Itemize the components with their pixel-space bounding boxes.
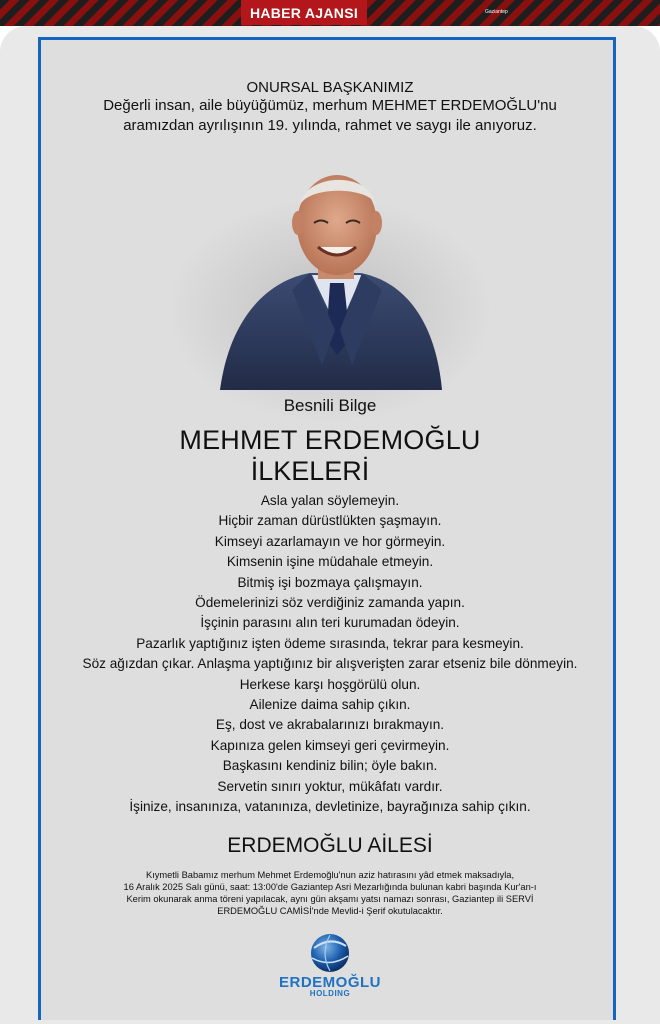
portrait-photo [210, 165, 450, 390]
subtitle: Besnili Bilge [283, 396, 377, 415]
principle-item: Ödemelerinizi söz verdiğiniz zamanda yapın. [195, 595, 465, 611]
brand-name: HABER AJANSI [249, 5, 359, 21]
principles-list [0, 491, 660, 818]
holding-logo-sub: HOLDING [309, 989, 351, 998]
principle-item: Herkese karşı hoşgörülü olun. [239, 676, 421, 692]
memorial-notice [80, 869, 580, 917]
haber-ajansi-logo[interactable] [241, 0, 508, 25]
principle-item: Bitmiş işi bozmaya çalışmayın. [237, 574, 423, 590]
principle-item: Kapınıza gelen kimseyi geri çevirmeyin. [210, 737, 450, 753]
principle-item: Pazarlık yaptığınız işten ödeme sırasında, tekrar para kesmeyin. [136, 635, 524, 651]
memorial-line: Kıymetli Babamız merhum Mehmet Erdemoğlu'nun aziz hatırasını yâd etmek maksadıyla, [145, 870, 515, 880]
globe-icon [300, 932, 360, 974]
principle-item: Kimseyi azarlamayın ve hor görmeyin. [214, 533, 446, 549]
principle-item: İşçinin parasını alın teri kurumadan ödeyin. [200, 615, 460, 631]
principle-item: Servetin sınırı yoktur, mükâfatı vardır. [217, 778, 443, 794]
brand-small: Gaziantep [485, 9, 508, 15]
family-signature: ERDEMOĞLU AİLESİ [227, 834, 433, 857]
principle-item: Başkasını kendiniz bilin; öyle bakın. [222, 758, 438, 774]
announcement-line-2: Değerli insan, aile büyüğümüz, merhum MEHMET ERDEMOĞLU'nu [103, 97, 557, 114]
memorial-line: ERDEMOĞLU CAMİSİ'nde Mevlid-i Şerif okutulacaktır. [217, 906, 443, 916]
title-name: MEHMET ERDEMOĞLU [179, 425, 481, 455]
principle-item: Hiçbir zaman dürüstlükten şaşmayın. [218, 513, 442, 529]
principle-item: Kimsenin işine müdahale etmeyin. [226, 554, 434, 570]
principle-item: Eş, dost ve akrabalarınızı bırakmayın. [215, 717, 445, 733]
announcement-line-3: aramızdan ayrılışının 19. yılında, rahmet ve saygı ile anıyoruz. [123, 117, 537, 134]
memorial-line: Kerim okunarak anma töreni yapılacak, aynı gün akşamı yatsı namazı sonrası, Gaziantep ili SERVİ [126, 894, 534, 904]
principle-item: İşinize, insanınıza, vatanınıza, devletinize, bayrağınıza sahip çıkın. [129, 799, 531, 815]
title-principles: İLKELERİ [250, 456, 370, 486]
principle-item: Ailenize daima sahip çıkın. [249, 697, 411, 713]
holding-logo-name: ERDEMOĞLU [279, 974, 381, 991]
principle-item: Asla yalan söylemeyin. [260, 493, 400, 508]
memorial-line: 16 Aralık 2025 Salı günü, saat: 13:00'de Gaziantep Asri Mezarlığında bulunan kabri başında Kur'an-ı [123, 882, 537, 892]
honorary-title: ONURSAL BAŞKANIMIZ [246, 79, 414, 96]
principle-item: Söz ağızdan çıkar. Anlaşma yaptığınız bir alışverişten zarar etseniz bile dönmeyin. [82, 656, 578, 672]
